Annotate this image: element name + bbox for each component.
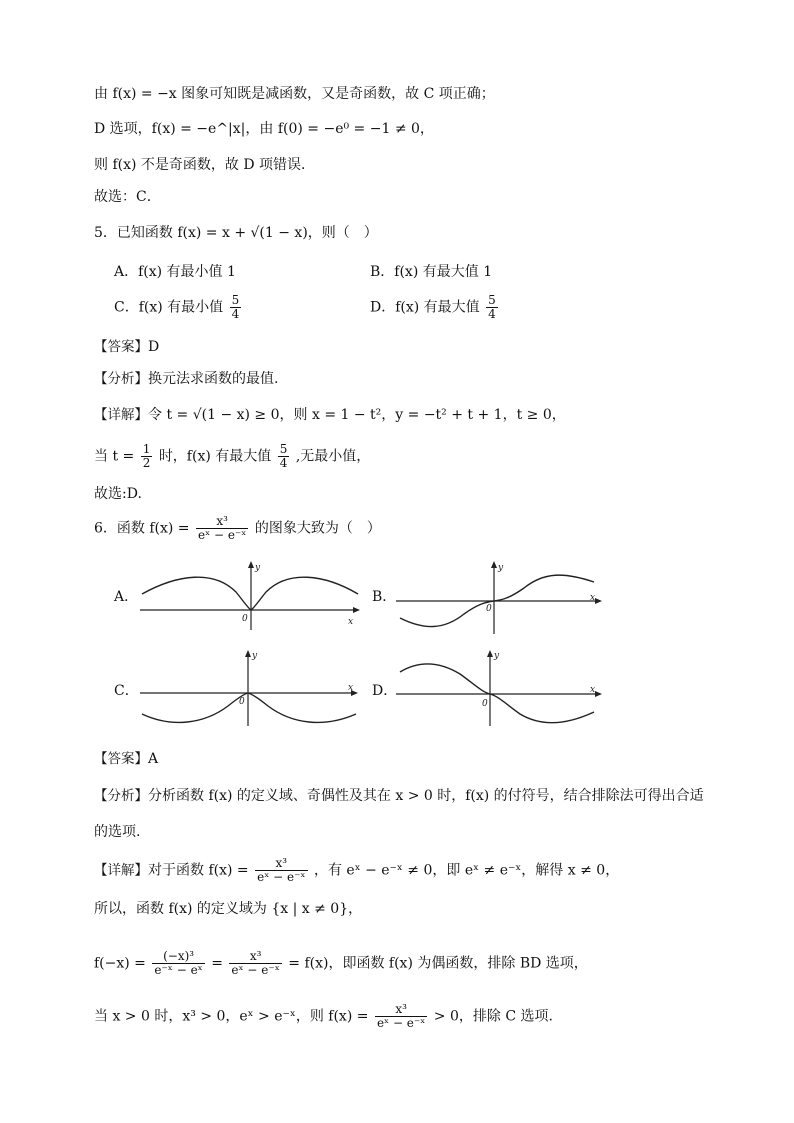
when-middle: 时，f(x) 有最大值 — [158, 448, 272, 465]
fraction-numerator: 5 — [231, 293, 240, 307]
detail-4-fraction — [375, 1003, 427, 1030]
q6-detail-2: 所以，函数 f(x) 的定义域为 {x | x ≠ 0}， — [94, 901, 363, 917]
fraction-denominator: eˣ − e⁻ˣ — [198, 528, 247, 542]
detail-1-suffix: ，有 eˣ − e⁻ˣ ≠ 0，即 eˣ ≠ e⁻ˣ，解得 x ≠ 0， — [313, 862, 620, 879]
text-line-1: 由 f(x) = −x 图象可知既是减函数，又是奇函数，故 C 项正确； — [94, 86, 495, 102]
q6-analysis-cont: 的选项. — [94, 824, 141, 840]
q5-when-line — [94, 443, 370, 470]
text-line-3: 则 f(x) 不是奇函数，故 D 项错误． — [94, 157, 316, 173]
fraction-numerator: x³ — [216, 514, 228, 528]
q5-option-c-text: C．f(x) 有最小值 — [114, 299, 224, 316]
fraction-denominator: eˣ − e⁻ˣ — [257, 870, 306, 884]
analysis-tag: 【分析】 — [94, 788, 148, 804]
text-line-2: D 选项，f(x) = −e^|x|，由 f(0) = −e⁰ = −1 ≠ 0， — [94, 121, 434, 137]
y-axis-arrow-icon — [245, 650, 251, 657]
origin-label: 0 — [239, 697, 245, 707]
y-axis-arrow-icon — [487, 650, 493, 657]
detail-1-fraction — [255, 857, 307, 884]
y-axis-arrow-icon — [248, 561, 254, 568]
fraction-numerator: 5 — [279, 442, 288, 456]
y-axis-label: y — [498, 563, 504, 573]
when-suffix: ,无最小值， — [295, 448, 371, 465]
curve — [400, 664, 594, 723]
graph-label-a: A． — [114, 589, 139, 605]
when-prefix: 当 t = — [94, 448, 135, 465]
x-axis-arrow-icon — [353, 607, 360, 613]
curve — [142, 693, 356, 722]
text-line-4: 故选：C． — [94, 189, 161, 205]
analysis-text: 换元法求函数的最值. — [148, 371, 279, 387]
x-axis-label: x — [348, 683, 354, 693]
y-axis-label: y — [255, 563, 261, 573]
answer-value: D — [148, 339, 160, 355]
fraction-numerator: x³ — [249, 949, 262, 963]
analysis-text: 分析函数 f(x) 的定义域、奇偶性及其在 x > 0 时，f(x) 的付符号，结合排除法可得出合适 — [148, 788, 704, 804]
x-axis-arrow-icon — [595, 691, 602, 697]
fraction-denominator: e⁻ˣ − eˣ — [154, 963, 203, 977]
q6-detail-3 — [94, 950, 588, 977]
detail-tag: 【详解】 — [94, 407, 148, 423]
max-fraction — [278, 443, 290, 470]
q6-answer — [94, 749, 158, 769]
detail-4-suffix: > 0，排除 C 选项. — [433, 1008, 553, 1025]
q6-stem-prefix: 6．函数 f(x) = — [94, 520, 190, 537]
fraction-denominator: 2 — [142, 456, 151, 470]
analysis-tag: 【分析】 — [94, 371, 148, 387]
x-axis-label: x — [348, 617, 354, 627]
fraction-numerator: x³ — [395, 1002, 407, 1016]
q6-stem — [94, 515, 381, 542]
origin-label: 0 — [242, 614, 248, 624]
fraction-numerator: 5 — [488, 293, 496, 307]
fraction-numerator: (−x)³ — [163, 949, 195, 963]
fraction-denominator: 4 — [279, 456, 288, 470]
x-axis-label: x — [590, 685, 596, 695]
q5-stem: 5．已知函数 f(x) = x + √(1 − x)，则（ ） — [94, 225, 378, 241]
detail-1-prefix: 对于函数 f(x) = — [148, 862, 249, 879]
fraction-denominator: eˣ − e⁻ˣ — [231, 963, 280, 977]
q5-conclusion: 故选:D. — [94, 486, 142, 502]
x-axis-arrow-icon — [595, 598, 602, 604]
q5-option-b: B．f(x) 有最大值 1 — [370, 264, 493, 280]
q6-stem-fraction — [196, 515, 248, 542]
graph-label-d: D． — [372, 683, 398, 699]
when-fraction — [141, 443, 153, 470]
graph-a — [138, 558, 362, 632]
detail-3-suffix: = f(x)，即函数 f(x) 为偶函数，排除 BD 选项， — [288, 955, 588, 972]
fraction-numerator: x³ — [275, 856, 288, 870]
x-axis-label: x — [590, 593, 596, 603]
fraction-denominator: 4 — [231, 307, 240, 321]
equals-sign: = — [211, 955, 223, 972]
fraction-denominator: 4 — [488, 307, 496, 321]
detail-3-prefix: f(−x) = — [94, 955, 146, 972]
q5-option-a: A．f(x) 有最小值 1 — [114, 264, 236, 280]
q5-option-d-fraction — [486, 294, 498, 321]
answer-tag: 【答案】 — [94, 751, 148, 767]
q5-option-c — [114, 294, 243, 321]
graph-label-b: B． — [372, 589, 397, 605]
origin-label: 0 — [486, 604, 492, 614]
graph-c — [138, 648, 362, 728]
y-axis-label: y — [252, 651, 258, 661]
graph-b — [394, 558, 606, 636]
graph-label-c: C． — [114, 683, 139, 699]
q5-detail — [94, 405, 566, 425]
curve — [142, 577, 358, 610]
origin-label: 0 — [482, 699, 488, 709]
q5-analysis — [94, 369, 278, 389]
y-axis-arrow-icon — [491, 561, 497, 568]
graph-d — [394, 648, 606, 728]
q5-answer — [94, 337, 159, 357]
q5-option-d-text: D．f(x) 有最大值 — [370, 299, 480, 316]
q6-detail-1 — [94, 857, 619, 884]
q6-analysis — [94, 786, 704, 806]
y-axis-label: y — [494, 651, 500, 661]
detail-3-fraction-1 — [152, 950, 204, 977]
answer-value: A — [148, 751, 159, 767]
q5-option-c-fraction — [230, 294, 242, 321]
q5-option-d — [370, 294, 500, 321]
q6-detail-4 — [94, 1003, 553, 1030]
q6-stem-suffix: 的图象大致为（ ） — [254, 520, 381, 537]
fraction-numerator: 1 — [142, 442, 151, 456]
detail-3-fraction-2 — [229, 950, 281, 977]
detail-4-prefix: 当 x > 0 时，x³ > 0，eˣ > e⁻ˣ，则 f(x) = — [94, 1008, 369, 1025]
detail-text: 令 t = √(1 − x) ≥ 0，则 x = 1 − t²，y = −t² + t + 1，t ≥ 0， — [148, 407, 566, 423]
fraction-denominator: eˣ − e⁻ˣ — [376, 1016, 426, 1030]
detail-tag: 【详解】 — [94, 862, 148, 879]
answer-tag: 【答案】 — [94, 339, 148, 355]
